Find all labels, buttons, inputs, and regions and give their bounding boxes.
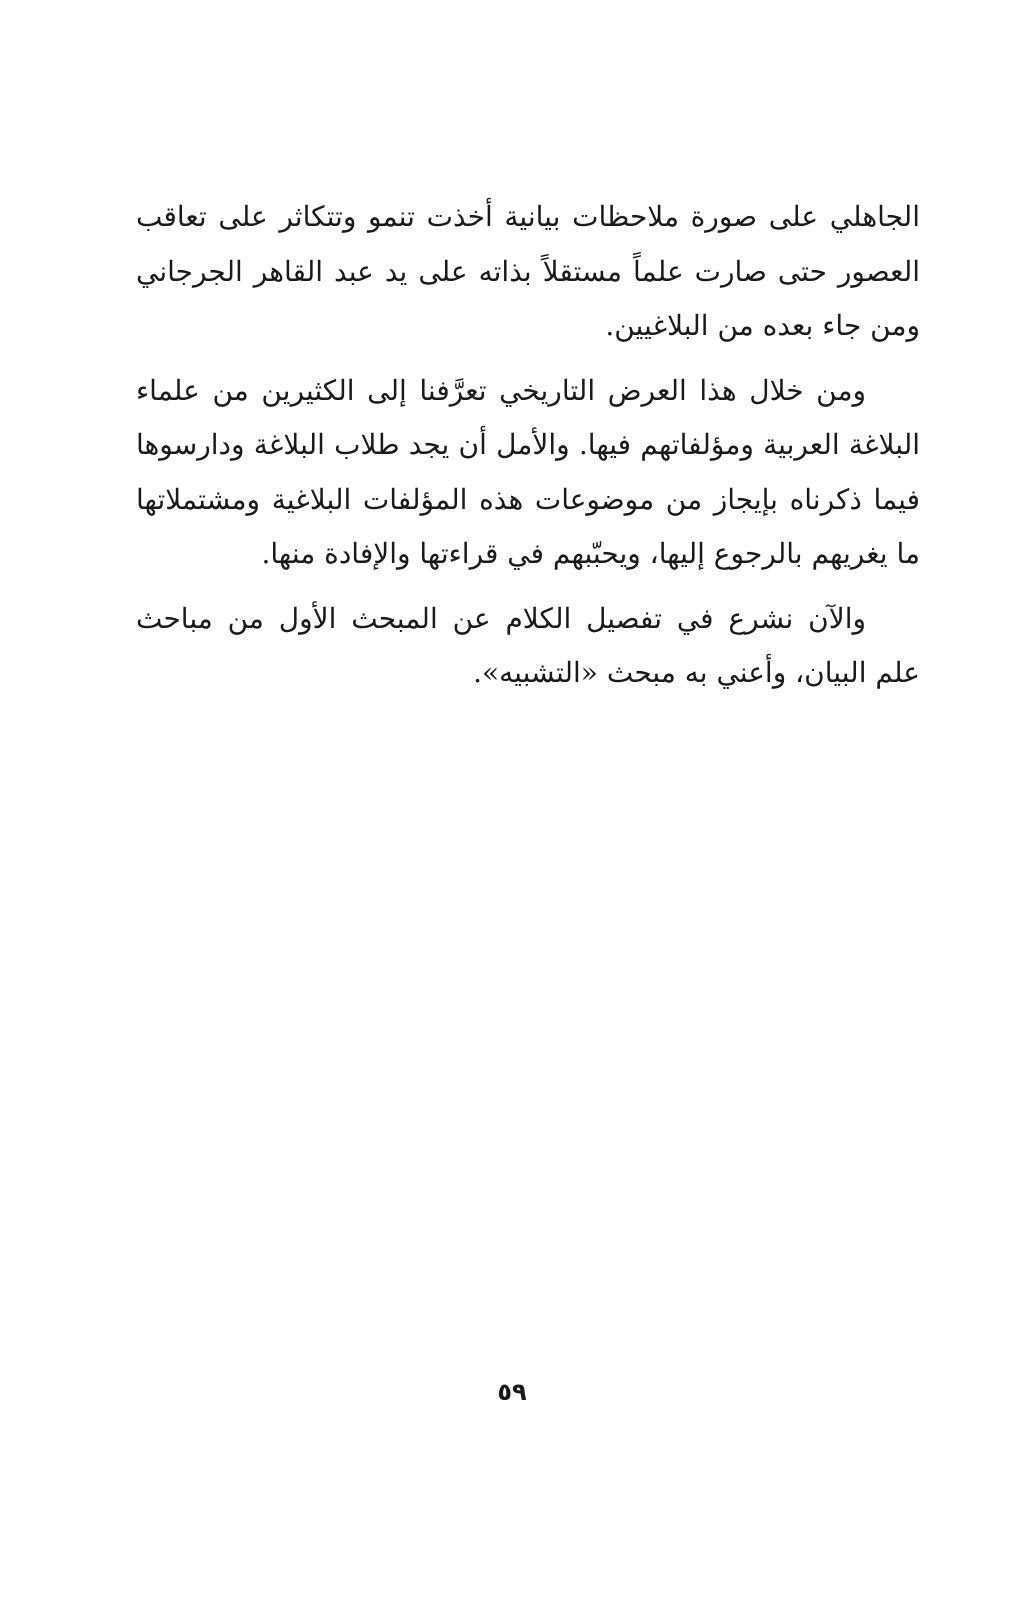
- body-text: [136, 190, 920, 711]
- paragraph-next-topic: والآن نشرع في تفصيل الكلام عن المبحث الأول من مباحث علم البيان، وأعني به مبحث «التشبيه».: [136, 601, 920, 689]
- paragraph-continuation: الجاهلي على صورة ملاحظات بيانية أخذت تنمو وتتكاثر على تعاقب العصور حتى صارت علماً مستقلاً بذاته على يد عبد القاهر الجرجاني ومن جاء بعده من البلاغيين.: [136, 200, 920, 342]
- page-number: ٥٩: [497, 1378, 527, 1406]
- paragraph-historical-survey: ومن خلال هذا العرض التاريخي تعرَّفنا إلى الكثيرين من علماء البلاغة العربية ومؤلفاتهم فيها. والأمل أن يجد طلاب البلاغة ودارسوها فيما ذكرناه بإيجاز من موضوعات هذه المؤلفات البلاغية ومشتملاتها ما يغريهم بالرجوع إليها، ويحبّبهم في قراءتها والإفادة منها.: [136, 373, 920, 570]
